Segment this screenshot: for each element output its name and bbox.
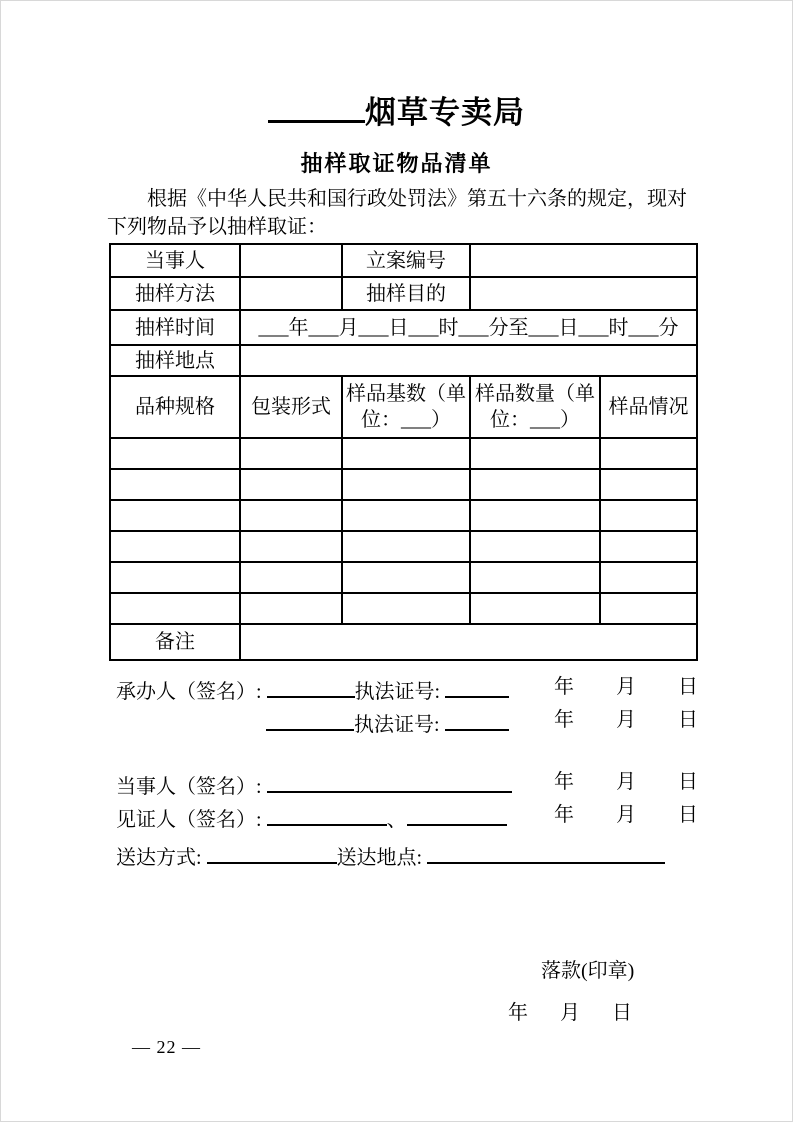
sampling-place-label: 抽样地点	[110, 345, 240, 376]
handler-signature-line-2	[116, 709, 716, 737]
form-table	[109, 243, 698, 661]
witness-signature-line	[116, 804, 716, 832]
col-header-packaging: 包装形式	[240, 376, 342, 438]
witness-separator: 、	[386, 809, 407, 831]
table-row	[110, 593, 697, 624]
row-sampling-method	[110, 277, 697, 310]
row-party	[110, 244, 697, 277]
handler-signature-blank-2	[266, 709, 354, 731]
intro-paragraph: 根据《中华人民共和国行政处罚法》第五十六条的规定，现对下列物品予以抽样取证：	[107, 188, 687, 238]
date-month: 月	[560, 1002, 580, 1024]
date-month: 月	[616, 804, 636, 826]
witness-signature-blank-2	[407, 804, 507, 826]
org-title	[1, 87, 792, 132]
license-number-blank	[445, 676, 509, 698]
date-day: 日	[612, 1002, 632, 1024]
sampling-time-value: ___年___月___日___时___分至___日___时___分	[240, 310, 697, 345]
party-signature-line	[116, 771, 716, 799]
date-year: 年	[508, 1002, 528, 1024]
col-header-sample-condition: 样品情况	[600, 376, 697, 438]
party-value	[240, 244, 342, 277]
party-signature-label: 当事人（签名）:	[116, 776, 262, 798]
handler-signature-blank	[267, 676, 355, 698]
date-year: 年	[554, 676, 574, 698]
col-header-sample-base: 样品基数（单位：___）	[342, 376, 470, 438]
handler-signature-line-1	[116, 676, 716, 704]
delivery-place-blank	[427, 842, 665, 864]
page-number: — 22 —	[132, 1037, 201, 1057]
table-row	[110, 438, 697, 469]
date-day: 日	[678, 676, 698, 698]
date-year: 年	[554, 804, 574, 826]
date-year: 年	[554, 709, 574, 731]
row-column-headers	[110, 376, 697, 438]
date-year: 年	[554, 771, 574, 793]
seal-label: 落款(印章)	[541, 960, 635, 982]
remark-label: 备注	[110, 624, 240, 660]
col-header-sample-quantity: 样品数量（单位：___）	[470, 376, 600, 438]
license-number-blank-2	[445, 709, 509, 731]
org-title-text: 烟草专卖局	[365, 95, 525, 130]
table-row	[110, 562, 697, 593]
row-sampling-place	[110, 345, 697, 376]
sampling-time-label: 抽样时间	[110, 310, 240, 345]
delivery-method-blank	[207, 842, 337, 864]
party-signature-blank	[267, 771, 512, 793]
sampling-method-value	[240, 277, 342, 310]
sampling-place-value	[240, 345, 697, 376]
date-month: 月	[616, 771, 636, 793]
col-header-variety: 品种规格	[110, 376, 240, 438]
sampling-purpose-label: 抽样目的	[342, 277, 470, 310]
table-row	[110, 469, 697, 500]
table-row	[110, 500, 697, 531]
date-month: 月	[616, 709, 636, 731]
date-day: 日	[678, 804, 698, 826]
witness-signature-label: 见证人（签名）:	[116, 809, 262, 831]
doc-title: 抽样取证物品清单	[300, 151, 493, 176]
row-sampling-time	[110, 310, 697, 345]
delivery-method-label: 送达方式:	[116, 847, 202, 869]
table-row	[110, 531, 697, 562]
case-number-label: 立案编号	[342, 244, 470, 277]
date-day: 日	[678, 771, 698, 793]
date-month: 月	[616, 676, 636, 698]
remark-value	[240, 624, 697, 660]
handler-label: 承办人（签名）:	[116, 681, 262, 703]
delivery-line	[116, 842, 716, 870]
sampling-method-label: 抽样方法	[110, 277, 240, 310]
row-remark	[110, 624, 697, 660]
case-number-value	[470, 244, 697, 277]
delivery-place-label: 送达地点:	[336, 847, 423, 869]
party-label: 当事人	[110, 244, 240, 277]
title-blank-line	[268, 89, 365, 123]
sampling-purpose-value	[470, 277, 697, 310]
footer-date	[508, 996, 632, 1025]
date-day: 日	[678, 709, 698, 731]
license-number-label: 执法证号:	[354, 681, 441, 703]
license-number-label-2: 执法证号:	[354, 714, 440, 736]
witness-signature-blank-1	[267, 804, 387, 826]
